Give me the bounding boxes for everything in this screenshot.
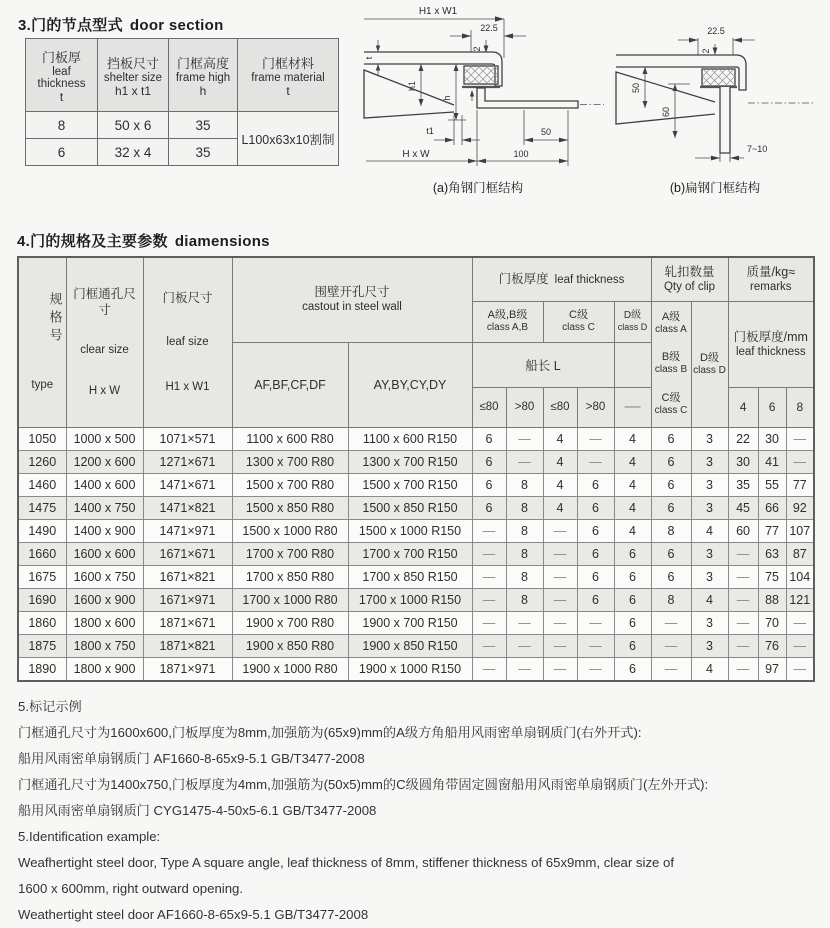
th-class-ab: A级,B级 class A,B — [472, 301, 543, 342]
cell: 8 — [506, 588, 543, 611]
th-d-dash: — — [614, 387, 651, 427]
cell: 6 — [651, 473, 691, 496]
cell: 6 — [26, 139, 98, 166]
dim-label-hxw: H x W — [402, 149, 430, 160]
th-clip-class-abc: A级 class A B级 class B C级 class C — [651, 301, 691, 427]
note-line: 船用风雨密单扇钢质门 CYG1475-4-50x5-6.1 GB/T3477-2008 — [18, 802, 377, 818]
cell: 1500 x 700 R150 — [348, 473, 472, 496]
cell: 1400 x 600 — [66, 473, 143, 496]
top-area — [0, 0, 830, 222]
dim-label-t1: t1 — [426, 126, 434, 136]
cell: 45 — [728, 496, 758, 519]
table-row — [18, 427, 814, 450]
header-row-1 — [18, 257, 814, 301]
cell: — — [506, 450, 543, 473]
cell: 35 — [169, 112, 238, 139]
dim-label-60: 60 — [661, 106, 671, 118]
cell: 104 — [786, 565, 814, 588]
cell: 66 — [758, 496, 786, 519]
cell: — — [651, 657, 691, 681]
cell: — — [786, 450, 814, 473]
section3-title — [18, 14, 224, 35]
cell: 1471×971 — [143, 519, 232, 542]
cell: 4 — [543, 450, 577, 473]
cell: 1500 x 850 R150 — [348, 496, 472, 519]
cell: 1000 x 500 — [66, 427, 143, 450]
cell: 1700 x 850 R150 — [348, 565, 472, 588]
section4-title-zh: 4.门的规格及主要参数 — [17, 233, 168, 250]
cell: — — [786, 611, 814, 634]
cell: 22 — [728, 427, 758, 450]
cell: — — [577, 657, 614, 681]
dim-label-50: 50 — [540, 127, 552, 137]
th-class-c: C级 class C — [543, 301, 614, 342]
cell: — — [786, 634, 814, 657]
cell: 1271×671 — [143, 450, 232, 473]
cell: 1890 — [18, 657, 66, 681]
cell: 4 — [614, 496, 651, 519]
cell: — — [472, 542, 506, 565]
cell: 1500 x 850 R80 — [232, 496, 348, 519]
cell: 1600 x 900 — [66, 588, 143, 611]
cell: 4 — [543, 427, 577, 450]
cell: 1490 — [18, 519, 66, 542]
dim-label-h: h — [442, 95, 452, 101]
cell: 97 — [758, 657, 786, 681]
cell: 121 — [786, 588, 814, 611]
cell: 75 — [758, 565, 786, 588]
th-ship-length: 船长 L — [472, 342, 614, 387]
cell: 8 — [651, 588, 691, 611]
table-row — [26, 112, 339, 139]
cell: 70 — [758, 611, 786, 634]
cell: 1671×671 — [143, 542, 232, 565]
cell: 1500 x 1000 R150 — [348, 519, 472, 542]
th-frame-high: 门框高度 frame high h — [169, 39, 238, 112]
cell: — — [472, 634, 506, 657]
cell: — — [728, 565, 758, 588]
diagram-a-caption: (a)角钢门框结构 — [432, 181, 524, 195]
cell: — — [543, 519, 577, 542]
th-leaf-thickness: 门板厚 leaf thickness t — [26, 39, 98, 112]
th-leaf-thickness: 门板厚度 leaf thickness — [472, 257, 651, 301]
cell: 3 — [691, 427, 728, 450]
cell: 1860 — [18, 611, 66, 634]
cell: 1700 x 850 R80 — [232, 565, 348, 588]
cell: 1400 x 750 — [66, 496, 143, 519]
dim-label-22-5: 22.5 — [480, 23, 498, 33]
cell: 3 — [691, 565, 728, 588]
cell: — — [472, 588, 506, 611]
cell: — — [506, 611, 543, 634]
cell: 1071×571 — [143, 427, 232, 450]
cell: 3 — [691, 496, 728, 519]
cell: 1100 x 600 R80 — [232, 427, 348, 450]
cell: — — [543, 588, 577, 611]
cell: 32 x 4 — [98, 139, 169, 166]
cell: — — [543, 657, 577, 681]
section3-title-en: door section — [129, 17, 224, 34]
cell: 6 — [614, 657, 651, 681]
section3-title-zh: 3.门的节点型式 — [18, 17, 123, 34]
cell: 1400 x 900 — [66, 519, 143, 542]
cell: — — [472, 611, 506, 634]
cell: 4 — [691, 588, 728, 611]
cell: 6 — [577, 496, 614, 519]
cell: 1900 x 850 R80 — [232, 634, 348, 657]
dim-label-100: 100 — [513, 149, 529, 159]
cell: 1100 x 600 R150 — [348, 427, 472, 450]
cell: 1700 x 1000 R150 — [348, 588, 472, 611]
th-shelter-size: 挡板尺寸 shelter size h1 x t1 — [98, 39, 169, 112]
cell: 1800 x 900 — [66, 657, 143, 681]
cell: 1900 x 1000 R80 — [232, 657, 348, 681]
cell: 1900 x 1000 R150 — [348, 657, 472, 681]
cell: 6 — [577, 473, 614, 496]
cell: 3 — [691, 634, 728, 657]
cell: 1871×971 — [143, 657, 232, 681]
note-line: 门框通孔尺寸为1400x750,门板厚度为4mm,加强筋为(50x5)mm的C级圆角带固定圆窗船用风雨密单扇钢质门(左外开式): — [18, 776, 709, 792]
dim-label-2: 2 — [701, 48, 711, 54]
note-line: Weathertight steel door AF1660-8-65x9-5.1 GB/T3477-2008 — [18, 906, 369, 922]
cell: 1300 x 700 R150 — [348, 450, 472, 473]
cell: 1475 — [18, 496, 66, 519]
cell: 6 — [472, 450, 506, 473]
table-row — [18, 565, 814, 588]
cell: 63 — [758, 542, 786, 565]
dim-label-h1: h1 — [407, 80, 417, 92]
cell: 1900 x 700 R150 — [348, 611, 472, 634]
cell: 41 — [758, 450, 786, 473]
cell: 35 — [728, 473, 758, 496]
th-le80: ≤80 — [472, 387, 506, 427]
cell: 6 — [472, 496, 506, 519]
frame-material-cell: L100x63x10割制 — [238, 112, 339, 166]
section5-title-zh: 5.标记示例 — [18, 698, 82, 714]
diagram-b-caption: (b)扁钢门框结构 — [669, 181, 761, 195]
cell: 6 — [577, 565, 614, 588]
table-row — [18, 657, 814, 681]
diagram-b-svg — [610, 0, 826, 208]
cell: 3 — [691, 473, 728, 496]
th-clip-class-d: D级 class D — [691, 301, 728, 427]
th-le80: ≤80 — [543, 387, 577, 427]
dim-label-22-5: 22.5 — [707, 26, 725, 36]
cell: 1471×671 — [143, 473, 232, 496]
note-line: 1600 x 600mm, right outward opening. — [18, 880, 244, 896]
note-line: 门框通孔尺寸为1600x600,门板厚度为8mm,加强筋为(65x9)mm的A级方角船用风雨密单扇钢质门(右外开式): — [18, 724, 642, 740]
cell: 6 — [651, 427, 691, 450]
dim-label-50: 50 — [631, 82, 641, 94]
door-section-table — [25, 38, 339, 166]
cell: 4 — [614, 519, 651, 542]
th-frame-material: 门框材料 frame material t — [238, 39, 339, 112]
cell: 4 — [691, 519, 728, 542]
cell: 3 — [691, 450, 728, 473]
th-class-d-spacer — [614, 342, 651, 387]
cell: 1460 — [18, 473, 66, 496]
th-leaf-size: 门板尺寸 leaf size H1 x W1 — [143, 257, 232, 427]
cell: 1471×821 — [143, 496, 232, 519]
cell: — — [506, 427, 543, 450]
table-row — [18, 611, 814, 634]
th-mass: 质量/kg≈ remarks — [728, 257, 814, 301]
cell: 107 — [786, 519, 814, 542]
cell: 4 — [614, 450, 651, 473]
cell: — — [577, 427, 614, 450]
cell: 1800 x 750 — [66, 634, 143, 657]
cell: 6 — [651, 542, 691, 565]
cell: 1260 — [18, 450, 66, 473]
cell: 8 — [506, 473, 543, 496]
section5-title-en: 5.Identification example: — [18, 828, 161, 844]
cell: 50 x 6 — [98, 112, 169, 139]
th-gt80: >80 — [577, 387, 614, 427]
cell: — — [543, 542, 577, 565]
cell: 35 — [169, 139, 238, 166]
note-line: Weafhertight steel door, Type A square angle, leaf thickness of 8mm, stiffener thickness of 65x9mm, clear size of — [18, 854, 675, 870]
cell: 1875 — [18, 634, 66, 657]
cell: 8 — [506, 565, 543, 588]
cell: 4 — [543, 496, 577, 519]
cell: 6 — [614, 565, 651, 588]
cell: 1700 x 1000 R80 — [232, 588, 348, 611]
cell: — — [472, 565, 506, 588]
cell: 1900 x 700 R80 — [232, 611, 348, 634]
cell: 6 — [472, 427, 506, 450]
table-row — [18, 634, 814, 657]
cell: 6 — [614, 611, 651, 634]
cell: 1700 x 700 R80 — [232, 542, 348, 565]
cell: — — [472, 519, 506, 542]
cell: 6 — [614, 588, 651, 611]
cell: 6 — [577, 519, 614, 542]
cell: 4 — [691, 657, 728, 681]
table-row — [18, 588, 814, 611]
cell: 1675 — [18, 565, 66, 588]
cell: 87 — [786, 542, 814, 565]
cell: 6 — [651, 565, 691, 588]
th-mass-leaf-thickness: 门板厚度/mm leaf thickness — [728, 301, 814, 387]
th-castout-y: AY,BY,CY,DY — [348, 342, 472, 427]
cell: 1671×821 — [143, 565, 232, 588]
th-clear-size: 门框通孔尺寸 clear size H x W — [66, 257, 143, 427]
cell: — — [506, 634, 543, 657]
cell: 1500 x 1000 R80 — [232, 519, 348, 542]
table-row — [18, 473, 814, 496]
cell: — — [577, 634, 614, 657]
cell: 1871×671 — [143, 611, 232, 634]
th-clip-qty: 轧扣数量 Qty of clip — [651, 257, 728, 301]
table-row — [18, 496, 814, 519]
cell: 1871×821 — [143, 634, 232, 657]
cell: 1671×971 — [143, 588, 232, 611]
th-castout: 围壁开孔尺寸 castout in steel wall — [232, 257, 472, 342]
cell: 55 — [758, 473, 786, 496]
cell: 6 — [614, 542, 651, 565]
cell: 88 — [758, 588, 786, 611]
cell: 6 — [651, 450, 691, 473]
cell: 4 — [614, 427, 651, 450]
cell: 30 — [758, 427, 786, 450]
th-mass-4: 4 — [728, 387, 758, 427]
th-type: 规格号 type — [18, 257, 66, 427]
cell: 6 — [614, 634, 651, 657]
cell: 1700 x 700 R150 — [348, 542, 472, 565]
cell: 76 — [758, 634, 786, 657]
cell: — — [577, 611, 614, 634]
cell: — — [728, 657, 758, 681]
cell: 8 — [506, 496, 543, 519]
cell: 30 — [728, 450, 758, 473]
cell: — — [577, 450, 614, 473]
cell: — — [728, 634, 758, 657]
dim-label-t: t — [364, 56, 374, 60]
diagram-angle-steel-frame — [356, 0, 608, 208]
note-line: 船用风雨密单扇钢质门 AF1660-8-65x9-5.1 GB/T3477-2008 — [18, 750, 365, 766]
gasket-hatch — [702, 69, 735, 86]
diagram-a-svg — [356, 0, 608, 208]
cell: 77 — [758, 519, 786, 542]
door-section-header-row — [26, 39, 339, 112]
cell: 1600 x 750 — [66, 565, 143, 588]
th-class-d: D级 class D — [614, 301, 651, 342]
cell: 8 — [506, 542, 543, 565]
section4-title-en: diamensions — [174, 233, 270, 250]
cell: 6 — [472, 473, 506, 496]
cell: 4 — [614, 473, 651, 496]
th-castout-f: AF,BF,CF,DF — [232, 342, 348, 427]
cell: — — [543, 611, 577, 634]
diagram-flat-steel-frame — [610, 0, 826, 208]
cell: 3 — [691, 542, 728, 565]
cell: 1800 x 600 — [66, 611, 143, 634]
cell: — — [786, 657, 814, 681]
cell: 8 — [26, 112, 98, 139]
table-row — [18, 450, 814, 473]
cell: — — [506, 657, 543, 681]
cell: 1660 — [18, 542, 66, 565]
cell: — — [728, 611, 758, 634]
spec-table-body — [18, 427, 814, 681]
cell: 3 — [691, 611, 728, 634]
cell: — — [728, 542, 758, 565]
cell: 1300 x 700 R80 — [232, 450, 348, 473]
cell: 8 — [651, 519, 691, 542]
cell: 8 — [506, 519, 543, 542]
th-mass-8: 8 — [786, 387, 814, 427]
cell: — — [651, 611, 691, 634]
cell: 6 — [577, 542, 614, 565]
identification-notes — [18, 694, 812, 928]
section4-title — [17, 230, 830, 251]
cell: 1500 x 700 R80 — [232, 473, 348, 496]
table-row — [18, 542, 814, 565]
gasket-hatch — [464, 66, 498, 84]
dim-label-h1w1: H1 x W1 — [418, 6, 458, 17]
cell: 1200 x 600 — [66, 450, 143, 473]
cell: 4 — [543, 473, 577, 496]
dim-label-2: 2 — [472, 46, 482, 52]
cell: — — [543, 565, 577, 588]
cell: — — [786, 427, 814, 450]
cell: 6 — [577, 588, 614, 611]
cell: 1690 — [18, 588, 66, 611]
cell: — — [728, 588, 758, 611]
cell: 6 — [651, 496, 691, 519]
th-gt80: >80 — [506, 387, 543, 427]
cell: — — [472, 657, 506, 681]
cell: 1050 — [18, 427, 66, 450]
dim-label-7-10: 7~10 — [747, 144, 768, 154]
spec-table — [17, 256, 815, 682]
th-mass-6: 6 — [758, 387, 786, 427]
cell: — — [651, 634, 691, 657]
cell: 60 — [728, 519, 758, 542]
table-row — [18, 519, 814, 542]
cell: 92 — [786, 496, 814, 519]
cell: — — [543, 634, 577, 657]
cell: 1600 x 600 — [66, 542, 143, 565]
cell: 1900 x 850 R150 — [348, 634, 472, 657]
cell: 77 — [786, 473, 814, 496]
